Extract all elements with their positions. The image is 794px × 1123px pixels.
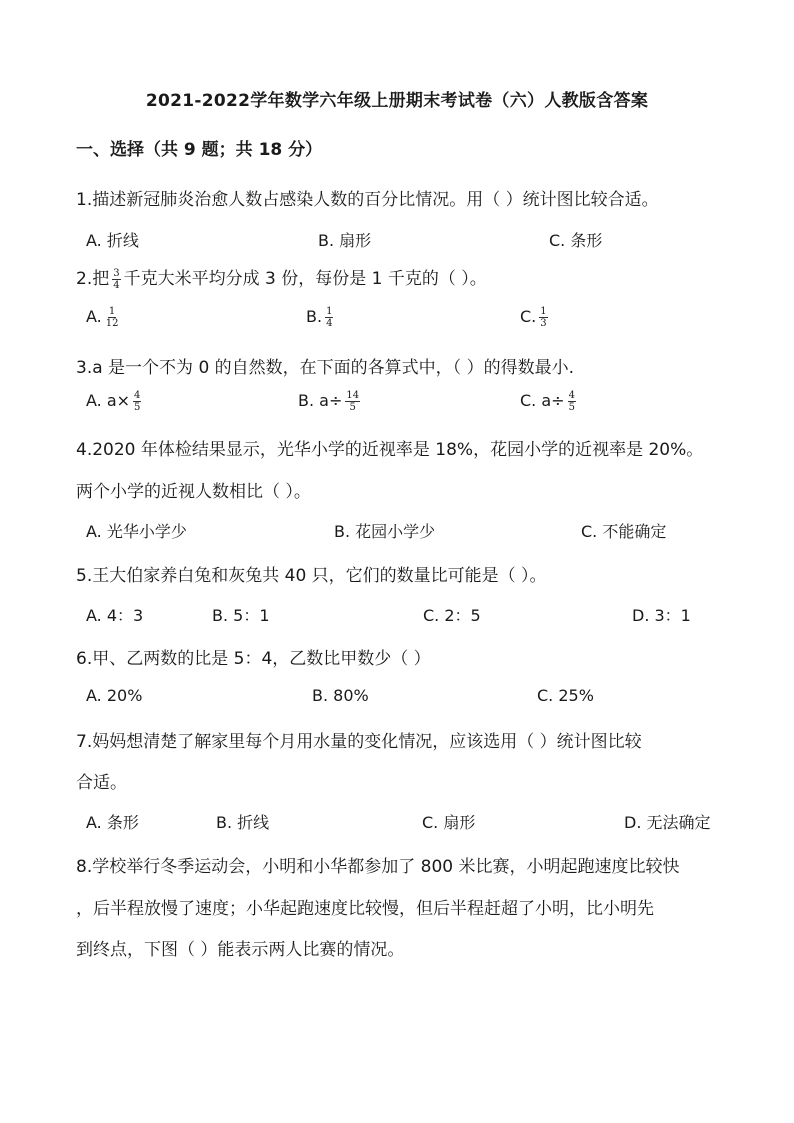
q2-stem-pre: 2.把 xyxy=(76,269,110,289)
question-5-stem: 5.王大伯家养白兔和灰兔共 40 只，它们的数量比可能是（ ）。 xyxy=(76,566,547,586)
fraction-numerator: 14 xyxy=(346,390,360,401)
question-8-stem-line3: 到终点，下图（ ）能表示两人比赛的情况。 xyxy=(76,940,405,960)
question-8-stem-line1: 8.学校举行冬季运动会，小明和小华都参加了 800 米比赛，小明起跑速度比较快 xyxy=(76,857,680,877)
option-label: B. a÷ xyxy=(298,391,343,410)
q2-option-a xyxy=(86,306,122,329)
fraction xyxy=(568,390,576,413)
fraction-denominator: 12 xyxy=(105,318,119,329)
fraction-denominator: 5 xyxy=(568,402,575,413)
question-3-stem: 3.a 是一个不为 0 的自然数，在下面的各算式中，（ ）的得数最小. xyxy=(76,358,574,378)
fraction-denominator: 4 xyxy=(113,279,120,291)
q2-option-b xyxy=(306,306,336,329)
page-title: 2021-2022学年数学六年级上册期末考试卷（六）人教版含答案 xyxy=(145,91,649,111)
q1-option-a: A. 折线 xyxy=(86,231,139,250)
fraction xyxy=(325,306,333,329)
q5-option-a: A. 4：3 xyxy=(86,606,144,625)
fraction-numerator: 4 xyxy=(568,390,575,401)
q7-option-c: C. 扇形 xyxy=(422,813,476,832)
q7-option-a: A. 条形 xyxy=(86,813,139,832)
question-7-stem-line2: 合适。 xyxy=(76,773,127,793)
q7-option-d: D. 无法确定 xyxy=(624,813,711,832)
fraction-three-quarters xyxy=(112,268,120,291)
question-4-stem-line1: 4.2020 年体检结果显示，光华小学的近视率是 18%，花园小学的近视率是 20%。 xyxy=(76,440,704,460)
question-7-stem-line1: 7.妈妈想清楚了解家里每个月用水量的变化情况，应该选用（ ）统计图比较 xyxy=(76,732,642,752)
question-8-stem-line2: ，后半程放慢了速度；小华起跑速度比较慢，但后半程赶超了小明，比小明先 xyxy=(76,899,654,919)
q4-option-c: C. 不能确定 xyxy=(581,522,667,541)
q2-stem-post: 千克大米平均分成 3 份，每份是 1 千克的（ ）。 xyxy=(123,269,487,289)
fraction xyxy=(539,306,547,329)
q4-option-a: A. 光华小学少 xyxy=(86,522,187,541)
fraction xyxy=(105,306,120,329)
option-label: C. a÷ xyxy=(520,391,565,410)
fraction-denominator: 3 xyxy=(540,318,547,329)
question-1-stem: 1.描述新冠肺炎治愈人数占感染人数的百分比情况。用（ ）统计图比较合适。 xyxy=(76,190,659,210)
question-6-stem: 6.甲、乙两数的比是 5：4，乙数比甲数少（ ） xyxy=(76,649,431,669)
fraction-numerator: 1 xyxy=(540,306,547,317)
q5-option-b: B. 5：1 xyxy=(212,606,270,625)
fraction-denominator: 5 xyxy=(349,402,356,413)
option-label: C. xyxy=(520,307,537,326)
option-label: A. a× xyxy=(86,391,131,410)
option-label: A. xyxy=(86,307,102,326)
fraction-numerator: 3 xyxy=(113,267,120,279)
section-heading: 一、选择（共 9 题；共 18 分） xyxy=(76,140,323,160)
question-4-stem-line2: 两个小学的近视人数相比（ ）。 xyxy=(76,482,311,502)
option-label: B. xyxy=(306,307,323,326)
fraction-numerator: 1 xyxy=(326,306,333,317)
q3-option-a xyxy=(86,390,144,413)
q7-option-b: B. 折线 xyxy=(216,813,270,832)
q4-option-b: B. 花园小学少 xyxy=(334,522,436,541)
q6-option-a: A. 20% xyxy=(86,686,143,705)
fraction-denominator: 4 xyxy=(326,318,333,329)
q6-option-c: C. 25% xyxy=(537,686,594,705)
fraction-denominator: 5 xyxy=(134,402,141,413)
q1-option-b: B. 扇形 xyxy=(318,231,372,250)
fraction xyxy=(345,390,360,413)
q6-option-b: B. 80% xyxy=(312,686,369,705)
q5-option-c: C. 2：5 xyxy=(423,606,481,625)
q5-option-d: D. 3：1 xyxy=(632,606,691,625)
question-2-stem xyxy=(76,264,487,291)
q3-option-c xyxy=(520,390,579,413)
fraction-numerator: 4 xyxy=(134,390,141,401)
q2-option-c xyxy=(520,306,551,329)
q3-option-b xyxy=(298,390,363,413)
fraction-numerator: 1 xyxy=(108,306,116,317)
fraction xyxy=(133,390,141,413)
q1-option-c: C. 条形 xyxy=(549,231,603,250)
